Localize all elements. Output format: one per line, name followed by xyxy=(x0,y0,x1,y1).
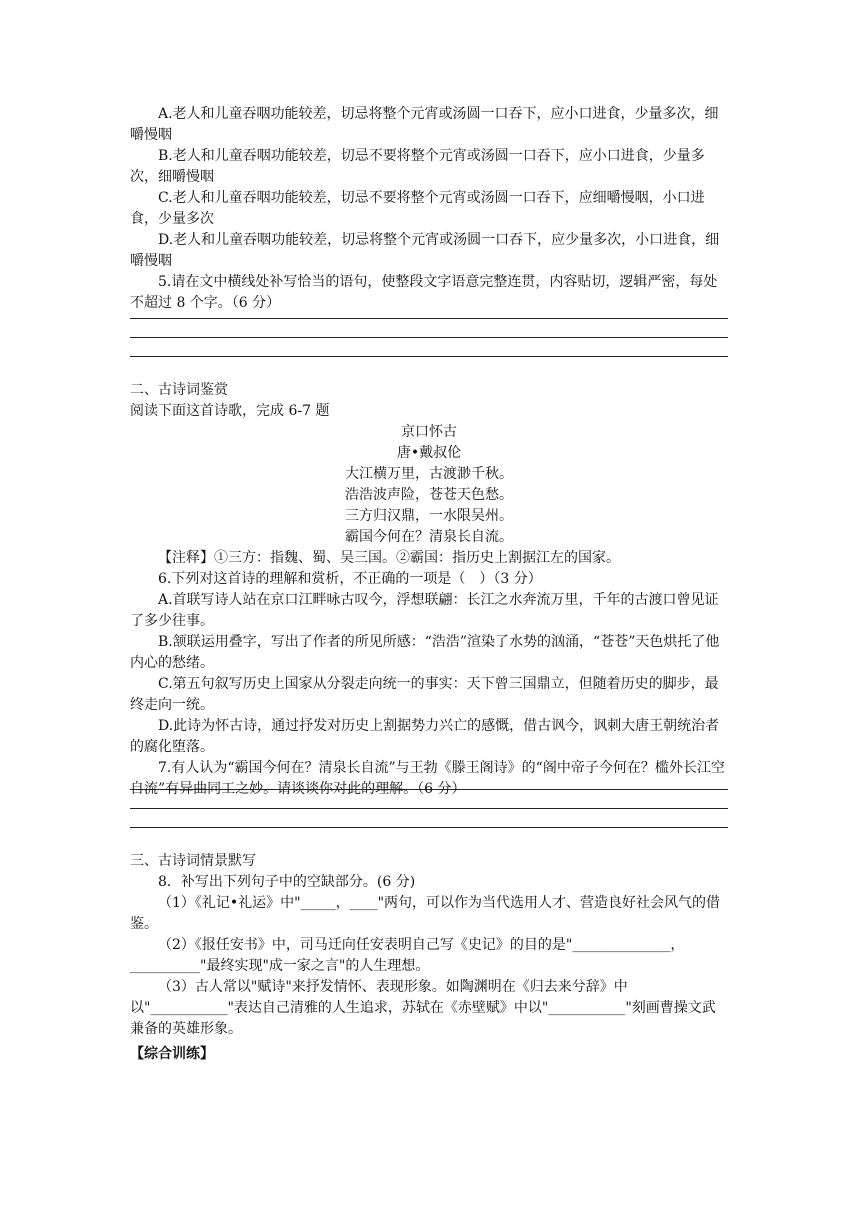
q5-answer-line-1 xyxy=(130,318,728,319)
q7-answer-line-2 xyxy=(130,808,728,809)
q7-answer-line-1 xyxy=(130,789,728,790)
q6-option-d: D.此诗为怀古诗，通过抒发对历史上割据势力兴亡的感慨，借古讽今，讽刺大唐王朝统治者的腐化堕落。 xyxy=(130,718,720,755)
section2-heading: 二、古诗词鉴赏 xyxy=(130,382,228,398)
q4-option-b: B.老人和儿童吞咽功能较差，切忌不要将整个元宵或汤圆一口吞下，应小口进食，少量多次，细嚼慢咽 xyxy=(130,148,705,185)
section2-intro: 阅读下面这首诗歌，完成 6-7 题 xyxy=(130,403,330,419)
poem-author: 唐•戴叔伦 xyxy=(396,445,462,461)
comprehensive-training-heading: 【综合训练】 xyxy=(130,1046,214,1062)
q6-option-a: A.首联写诗人站在京口江畔咏古叹今，浮想联翩：长江之水奔流万里，千年的古渡口曾见证了多少往事。 xyxy=(130,592,719,629)
poem-line-1: 大江横万里，古渡渺千秋。 xyxy=(345,466,513,482)
q6-prompt: 6.下列对这首诗的理解和赏析，不正确的一项是（ ）（3 分） xyxy=(158,571,542,587)
poem-line-4: 霸国今何在？清泉长自流。 xyxy=(345,529,513,545)
q8-prompt: 8．补写出下列句子中的空缺部分。(6 分) xyxy=(158,874,416,890)
section3-heading: 三、古诗词情景默写 xyxy=(130,853,256,869)
q8-item-1: （1）《礼记•礼运》中"_____，____"两句，可以作为当代选用人才、营造良好社会风气的借鉴。 xyxy=(130,895,721,932)
q5-prompt: 5.请在文中横线处补写恰当的语句，使整段文字语意完整连贯，内容贴切，逻辑严密，每处不超过 8 个字。（6 分） xyxy=(130,274,718,311)
poem-note: 【注释】①三方：指魏、蜀、吴三国。②霸国：指历史上割据江左的国家。 xyxy=(158,550,620,566)
q4-option-a: A.老人和儿童吞咽功能较差，切忌将整个元宵或汤圆一口吞下，应小口进食，少量多次，细嚼慢咽 xyxy=(130,106,719,143)
q8-item-3: （3）古人常以"赋诗"来抒发情怀、表现形象。如陶渊明在《归去来兮辞》中以"___________"表达自己清雅的人生追求，苏轼在《赤壁赋》中以"___________"刻画曹操文武兼备的英雄形象。 xyxy=(130,979,716,1037)
q8-item-2: （2）《报任安书》中，司马迁向任安表明自己写《史记》的目的是"______________，__________"最终实现"成一家之言"的人生理想。 xyxy=(130,937,685,974)
q7-prompt: 7.有人认为“霸国今何在？清泉长自流”与王勃《滕王阁诗》的“阁中帝子今何在？槛外长江空自流”有异曲同工之妙。请谈谈你对此的理解。（6 分） xyxy=(130,760,725,797)
q7-answer-line-3 xyxy=(130,827,728,828)
q5-answer-line-2 xyxy=(130,337,728,338)
poem-title: 京口怀古 xyxy=(401,424,457,440)
q5-answer-line-3 xyxy=(130,356,728,357)
poem-line-2: 浩浩波声险，苍苍天色愁。 xyxy=(345,487,513,503)
poem-line-3: 三方归汉鼎，一水限吴州。 xyxy=(345,508,513,524)
q4-option-d: D.老人和儿童吞咽功能较差，切忌将整个元宵或汤圆一口吞下，应少量多次，小口进食，细嚼慢咽 xyxy=(130,232,720,269)
q6-option-b: B.颔联运用叠字，写出了作者的所见所感：“浩浩”渲染了水势的汹涌，“苍苍”天色烘托了他内心的愁绪。 xyxy=(130,634,720,671)
q6-option-c: C.第五句叙写历史上国家从分裂走向统一的事实：天下曾三国鼎立，但随着历史的脚步，最终走向一统。 xyxy=(130,676,719,713)
q4-option-c: C.老人和儿童吞咽功能较差，切忌不要将整个元宵或汤圆一口吞下，应细嚼慢咽，小口进食，少量多次 xyxy=(130,190,705,227)
